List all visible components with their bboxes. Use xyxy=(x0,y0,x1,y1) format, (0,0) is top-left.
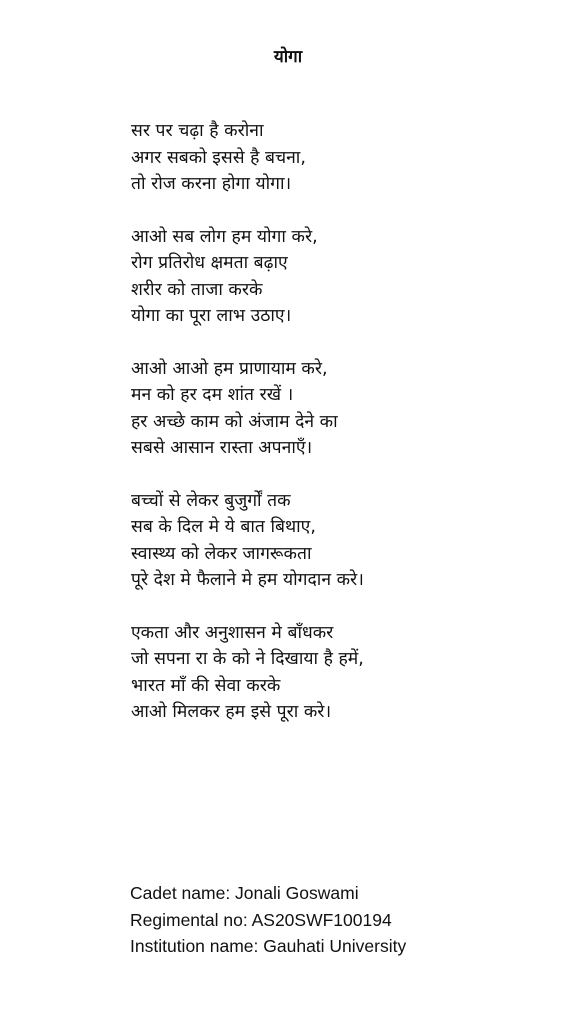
poem-line: शरीर को ताजा करके xyxy=(131,279,263,300)
poem-line: तो रोज करना होगा योगा। xyxy=(131,174,292,194)
poem-line: सर पर चढ़ा है करोना xyxy=(131,121,264,141)
poem-line: अगर सबको इससे है बचना, xyxy=(131,147,306,168)
poem-line: स्वास्थ्य को लेकर जागरूकता xyxy=(131,543,312,564)
stanza-3 xyxy=(131,356,551,462)
poem-line: जो सपना रा के को ने दिखाया है हमें, xyxy=(131,649,364,669)
stanza-1 xyxy=(131,118,551,198)
poem-line: सब के दिल मे ये बात बिथाए, xyxy=(131,517,316,537)
poem-body xyxy=(131,118,551,752)
poem-title: योगा xyxy=(273,47,303,67)
poem-line: योगा का पूरा लाभ उठाए। xyxy=(131,306,292,326)
stanza-5 xyxy=(131,620,551,726)
poem-line: हर अच्छे काम को अंजाम देने का xyxy=(131,411,338,432)
stanza-4 xyxy=(131,488,551,594)
poem-line: पूरे देश मे फैलाने मे हम योगदान करे। xyxy=(131,570,364,590)
poem-line: आओ आओ हम प्राणायाम करे, xyxy=(131,358,328,379)
poem-line: आओ मिलकर हम इसे पूरा करे। xyxy=(131,702,332,722)
poem-line: भारत माँ की सेवा करके xyxy=(131,675,281,696)
poem-line: मन को हर दम शांत रखें । xyxy=(131,385,294,405)
poem-line: बच्चों से लेकर बुजुर्गों तक xyxy=(131,490,291,511)
institution-name: Institution name: Gauhati University xyxy=(130,936,407,956)
regimental-number: Regimental no: AS20SWF100194 xyxy=(130,909,392,930)
poem-line: रोग प्रतिरोध क्षमता बढ़ाए xyxy=(131,253,288,273)
stanza-2 xyxy=(131,224,551,330)
poem-line: एकता और अनुशासन मे बाँधकर xyxy=(131,622,334,643)
poem-line: सबसे आसान रास्ता अपनाएँ। xyxy=(131,438,313,458)
poem-line: आओ सब लोग हम योगा करे, xyxy=(131,226,318,247)
cadet-name: Cadet name: Jonali Goswami xyxy=(130,883,359,903)
author-details xyxy=(130,880,550,960)
